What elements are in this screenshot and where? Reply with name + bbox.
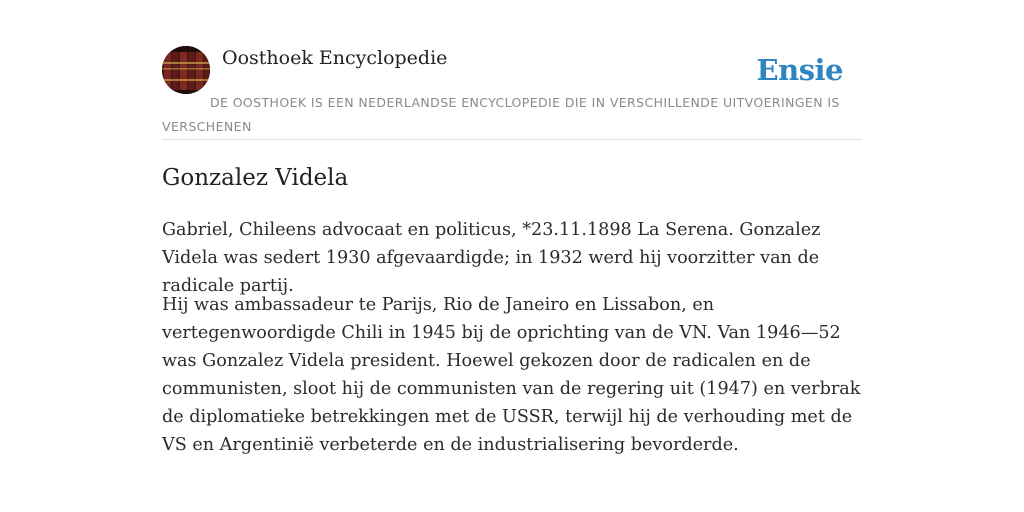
publication-tagline: DE OOSTHOEK IS EEN NEDERLANDSE ENCYCLOPEDIE DIE IN VERSCHILLENDE UITVOERINGEN IS VERSCHENEN xyxy=(162,95,840,134)
article-paragraph: Gabriel, Chileens advocaat en politicus, *23.11.1898 La Serena. Gonzalez Videla was sedert 1930 afgevaardigde; in 1932 werd hij voorzitter van de radicale partij. xyxy=(162,220,821,296)
publication-header xyxy=(162,46,862,140)
article-container xyxy=(162,46,862,455)
publication-name[interactable]: Oosthoek Encyclopedie xyxy=(222,47,448,69)
ensie-logo[interactable]: Ensie xyxy=(756,53,843,87)
article-title: Gonzalez Videla xyxy=(162,165,349,191)
encyclopedia-books-icon[interactable] xyxy=(162,46,210,94)
article-paragraph: Hij was ambassadeur te Parijs, Rio de Janeiro en Lissabon, en vertegenwoordigde Chili in 1945 bij de oprichting van de VN. Van 1946—52 was Gonzalez Videla president. Hoewel gekozen door de radicalen en de communisten, sloot hij de communisten van de regering uit (1947) en verbrak de diplomatieke betrekkingen met de USSR, terwijl hij de verhouding met de VS en Argentinië verbeterde en de industrialisering bevorderde. xyxy=(162,295,861,455)
